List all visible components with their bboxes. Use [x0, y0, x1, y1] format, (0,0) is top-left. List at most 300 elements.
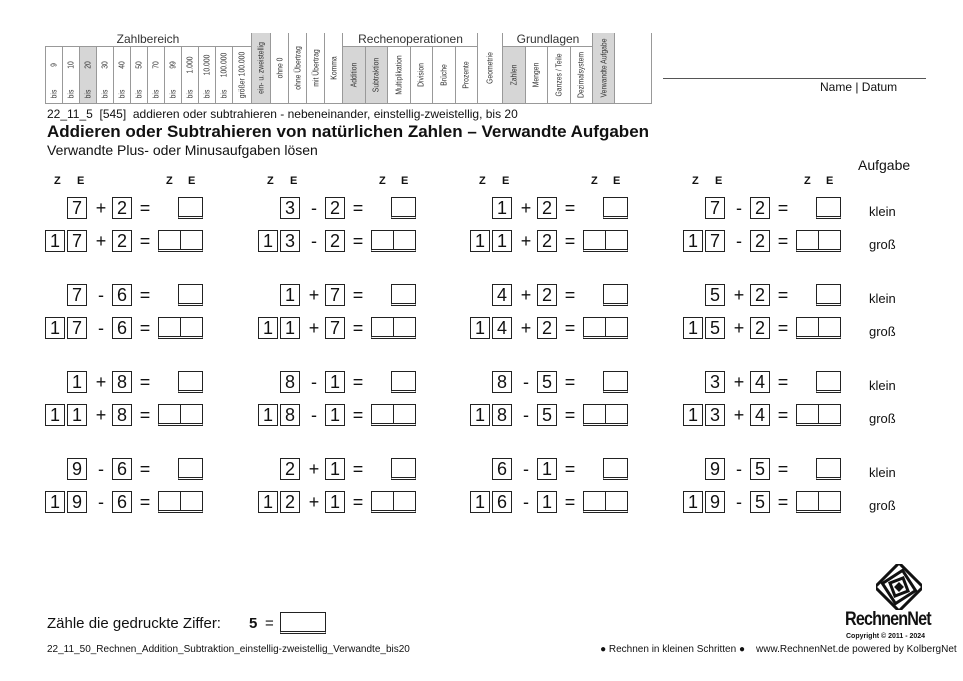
- equals: =: [139, 492, 151, 512]
- e-label: E: [613, 175, 621, 187]
- answer-box-small[interactable]: [816, 371, 841, 393]
- range-1.000-top: 1.000: [185, 56, 195, 74]
- ein-zweistellig-label: ein- u. zweistellig: [256, 42, 266, 94]
- operand-b: 8: [112, 371, 132, 393]
- problem-pair: [258, 284, 458, 344]
- gross-label: groß: [869, 411, 896, 426]
- range-50-top: 50: [134, 61, 144, 69]
- operand-b: 2: [750, 197, 770, 219]
- range-40-bis: bis: [117, 89, 127, 99]
- equals: =: [139, 198, 151, 218]
- operator: +: [95, 372, 107, 392]
- operator: -: [311, 372, 317, 392]
- operand-a: 8: [280, 371, 300, 393]
- equals: =: [139, 372, 151, 392]
- range-20: [79, 47, 96, 103]
- operator: +: [520, 285, 532, 305]
- operand-a: 1: [492, 197, 512, 219]
- equals: =: [139, 318, 151, 338]
- verwandte-aufgabe: [592, 33, 614, 103]
- z-label: Z: [267, 175, 274, 187]
- equals: =: [352, 492, 364, 512]
- range-99-bis: bis: [168, 89, 178, 99]
- range-50-bis: bis: [134, 89, 144, 99]
- operand-b: 2: [537, 197, 557, 219]
- range-70-top: 70: [151, 61, 161, 69]
- range-100.000-top: 100.000: [219, 52, 229, 78]
- operand-b: 6: [112, 317, 132, 339]
- z-label: Z: [804, 175, 811, 187]
- problem-pair: [258, 371, 458, 431]
- page-subtitle: Verwandte Plus- oder Minusaufgaben lösen: [47, 142, 318, 158]
- operator: +: [520, 231, 532, 251]
- operand-a-tens: 1: [45, 230, 65, 252]
- operator: +: [95, 405, 107, 425]
- equals: =: [564, 318, 576, 338]
- operand-b: 2: [537, 230, 557, 252]
- operand-a-tens: 1: [470, 317, 490, 339]
- operand-b: 8: [112, 404, 132, 426]
- e-label: E: [826, 175, 834, 187]
- problem-pair: [258, 458, 458, 518]
- operand-a: 9: [67, 458, 87, 480]
- operand-b: 7: [325, 317, 345, 339]
- answer-box-small[interactable]: [816, 197, 841, 219]
- range-70-bis: bis: [151, 89, 161, 99]
- operand-b: 5: [750, 491, 770, 513]
- op-prozente-label: Prozente: [461, 61, 471, 89]
- equals: =: [777, 372, 789, 392]
- count-label: Zähle die gedruckte Ziffer:: [47, 615, 221, 632]
- equals: =: [777, 198, 789, 218]
- answer-box-large[interactable]: [158, 230, 203, 252]
- equals: =: [564, 285, 576, 305]
- range-30: [96, 47, 113, 103]
- equals: =: [564, 231, 576, 251]
- operator: +: [308, 459, 320, 479]
- geometrie: [477, 33, 502, 103]
- answer-box-small[interactable]: [603, 458, 628, 480]
- range-50: [130, 47, 147, 103]
- answer-box-small[interactable]: [603, 197, 628, 219]
- operator: -: [523, 492, 529, 512]
- answer-box-large[interactable]: [583, 491, 628, 513]
- operand-a-ones: 7: [705, 230, 725, 252]
- worksheet-code: 22_11_5 [545] addieren oder subtrahieren - nebeneinander, einstellig-zweistellig, bis 20: [47, 107, 518, 121]
- operand-b: 1: [537, 458, 557, 480]
- operand-a: 1: [67, 371, 87, 393]
- geometrie-label: Geometrie: [485, 52, 495, 84]
- grundlagen-2: [547, 47, 570, 103]
- group-grundlagen: Grundlagen: [502, 33, 593, 47]
- operand-a: 3: [280, 197, 300, 219]
- operand-a: 5: [705, 284, 725, 306]
- range-greater-label: größer 100.000: [237, 51, 247, 99]
- answer-box-large[interactable]: [158, 491, 203, 513]
- operator: +: [95, 231, 107, 251]
- operator: -: [98, 285, 104, 305]
- operand-b: 7: [325, 284, 345, 306]
- operator: +: [733, 372, 745, 392]
- operand-a-tens: 1: [470, 230, 490, 252]
- e-label: E: [401, 175, 409, 187]
- count-equals: =: [265, 615, 274, 632]
- equals: =: [352, 405, 364, 425]
- klein-label: klein: [869, 378, 896, 393]
- operand-a-tens: 1: [45, 317, 65, 339]
- answer-divider: [605, 231, 606, 249]
- misc-2-label: mit Übertrag: [311, 49, 320, 87]
- op-division-label: Division: [416, 63, 426, 87]
- answer-box-small[interactable]: [391, 458, 416, 480]
- operand-b: 2: [325, 197, 345, 219]
- equals: =: [777, 492, 789, 512]
- operand-a-tens: 1: [258, 230, 278, 252]
- z-label: Z: [166, 175, 173, 187]
- range-10: [62, 47, 79, 103]
- operator: +: [308, 492, 320, 512]
- group-rechenoperationen: Rechenoperationen: [342, 33, 478, 47]
- operator: -: [523, 405, 529, 425]
- grundlagen-0: [502, 47, 525, 103]
- page-title: Addieren oder Subtrahieren von natürlichen Zahlen – Verwandte Aufgaben: [47, 122, 650, 141]
- answer-box-small[interactable]: [178, 458, 203, 480]
- answer-box-small[interactable]: [603, 284, 628, 306]
- operand-a-tens: 1: [683, 317, 703, 339]
- operand-a-ones: 3: [705, 404, 725, 426]
- category-table: [45, 33, 652, 104]
- op-subtraktion-label: Subtraktion: [371, 57, 381, 93]
- op-multiplikation-label: Multiplikation: [394, 55, 404, 95]
- operand-b: 2: [537, 317, 557, 339]
- answer-divider: [393, 231, 394, 249]
- operand-a-ones: 5: [705, 317, 725, 339]
- equals: =: [777, 405, 789, 425]
- operator: -: [311, 405, 317, 425]
- grundlagen-3: [570, 47, 593, 103]
- grundlagen-0-label: Zahlen: [509, 64, 519, 86]
- operand-a: 3: [705, 371, 725, 393]
- equals: =: [139, 459, 151, 479]
- operand-b: 1: [325, 404, 345, 426]
- answer-box-small[interactable]: [391, 197, 416, 219]
- answer-box-small[interactable]: [816, 284, 841, 306]
- count-answer-box[interactable]: [280, 612, 326, 634]
- answer-divider: [818, 492, 819, 510]
- range-9-bis: bis: [49, 89, 59, 99]
- answer-box-large[interactable]: [371, 404, 416, 426]
- equals: =: [777, 285, 789, 305]
- aufgabe-label: Aufgabe: [858, 157, 911, 173]
- equals: =: [352, 459, 364, 479]
- range-10-top: 10: [66, 61, 76, 69]
- equals: =: [352, 318, 364, 338]
- operator: -: [98, 459, 104, 479]
- op-brüche-label: Brüche: [439, 64, 449, 86]
- answer-divider: [393, 405, 394, 423]
- answer-box-large[interactable]: [583, 230, 628, 252]
- range-1.000-bis: bis: [185, 89, 195, 99]
- operand-b: 5: [537, 371, 557, 393]
- range-10-bis: bis: [66, 89, 76, 99]
- operand-b: 6: [112, 284, 132, 306]
- operand-b: 2: [750, 317, 770, 339]
- answer-box-small[interactable]: [816, 458, 841, 480]
- misc-2: [306, 33, 324, 103]
- operator: +: [95, 198, 107, 218]
- operand-a: 7: [67, 284, 87, 306]
- operator: -: [736, 492, 742, 512]
- answer-box-large[interactable]: [796, 491, 841, 513]
- equals: =: [352, 372, 364, 392]
- equals: =: [139, 285, 151, 305]
- range-100.000-bis: bis: [219, 89, 229, 99]
- e-label: E: [715, 175, 723, 187]
- equals: =: [564, 405, 576, 425]
- answer-box-large[interactable]: [796, 230, 841, 252]
- operand-a-ones: 7: [67, 230, 87, 252]
- operand-a: 7: [705, 197, 725, 219]
- grundlagen-1: [525, 47, 548, 103]
- e-label: E: [77, 175, 85, 187]
- range-10.000-bis: bis: [202, 89, 212, 99]
- footer-filename: 22_11_50_Rechnen_Addition_Subtraktion_einstellig-zweistellig_Verwandte_bis20: [47, 644, 410, 655]
- operator: +: [733, 318, 745, 338]
- range-1.000: [181, 47, 198, 103]
- equals: =: [139, 231, 151, 251]
- range-9-top: 9: [49, 63, 59, 67]
- problem-pair: [683, 284, 883, 344]
- operand-a: 4: [492, 284, 512, 306]
- problem-pair: [470, 458, 670, 518]
- operand-a: 9: [705, 458, 725, 480]
- operand-a: 7: [67, 197, 87, 219]
- range-10.000-top: 10.000: [202, 54, 212, 76]
- op-division: [410, 47, 433, 103]
- operand-a-ones: 9: [705, 491, 725, 513]
- gross-label: groß: [869, 324, 896, 339]
- answer-divider: [180, 492, 181, 510]
- misc-3: [324, 33, 342, 103]
- equals: =: [777, 318, 789, 338]
- answer-divider: [605, 492, 606, 510]
- equals: =: [777, 459, 789, 479]
- answer-box-small[interactable]: [391, 284, 416, 306]
- range-greater: [232, 47, 251, 103]
- z-label: Z: [479, 175, 486, 187]
- operand-b: 5: [537, 404, 557, 426]
- rechnennet-logo-icon: [876, 564, 922, 610]
- answer-box-large[interactable]: [371, 230, 416, 252]
- e-label: E: [188, 175, 196, 187]
- answer-box-small[interactable]: [178, 197, 203, 219]
- equals: =: [352, 198, 364, 218]
- misc-3-label: Komma: [329, 56, 338, 80]
- answer-divider: [818, 231, 819, 249]
- problem-pair: [45, 197, 245, 257]
- answer-divider: [605, 405, 606, 423]
- answer-box-small[interactable]: [391, 371, 416, 393]
- operand-a-ones: 1: [280, 317, 300, 339]
- operand-b: 1: [537, 491, 557, 513]
- e-label: E: [290, 175, 298, 187]
- operand-a-ones: 2: [280, 491, 300, 513]
- answer-divider: [393, 318, 394, 336]
- range-70: [147, 47, 164, 103]
- operand-a-ones: 8: [280, 404, 300, 426]
- operand-a-tens: 1: [683, 491, 703, 513]
- operand-b: 1: [325, 458, 345, 480]
- answer-box-small[interactable]: [603, 371, 628, 393]
- operator: +: [520, 318, 532, 338]
- operand-a-ones: 4: [492, 317, 512, 339]
- misc-1: [288, 33, 306, 103]
- problem-pair: [470, 371, 670, 431]
- operator: -: [523, 459, 529, 479]
- copyright: Copyright © 2011 - 2024: [846, 633, 926, 640]
- operand-a-tens: 1: [45, 404, 65, 426]
- operand-b: 1: [325, 491, 345, 513]
- range-99-top: 99: [168, 61, 178, 69]
- answer-box-large[interactable]: [796, 404, 841, 426]
- operand-b: 6: [112, 491, 132, 513]
- operand-a-tens: 1: [258, 491, 278, 513]
- z-label: Z: [591, 175, 598, 187]
- equals: =: [564, 459, 576, 479]
- operator: +: [308, 285, 320, 305]
- operator: -: [311, 198, 317, 218]
- answer-box-large[interactable]: [371, 317, 416, 339]
- range-20-top: 20: [83, 61, 93, 69]
- operand-b: 2: [750, 230, 770, 252]
- verwandte-aufgabe-label: Verwandte Aufgabe: [599, 38, 608, 98]
- operator: +: [733, 285, 745, 305]
- name-datum-label: Name | Datum: [820, 80, 898, 94]
- range-30-top: 30: [100, 61, 110, 69]
- problem-pair: [470, 284, 670, 344]
- z-label: Z: [692, 175, 699, 187]
- z-label: Z: [54, 175, 61, 187]
- answer-box-large[interactable]: [796, 317, 841, 339]
- range-40-top: 40: [117, 61, 127, 69]
- problem-pair: [470, 197, 670, 257]
- range-40: [113, 47, 130, 103]
- operator: +: [308, 318, 320, 338]
- equals: =: [564, 492, 576, 512]
- problem-pair: [683, 371, 883, 431]
- equals: =: [139, 405, 151, 425]
- answer-box-large[interactable]: [158, 404, 203, 426]
- operand-b: 6: [112, 458, 132, 480]
- klein-label: klein: [869, 465, 896, 480]
- range-20-bis: bis: [83, 89, 93, 99]
- operand-a: 8: [492, 371, 512, 393]
- range-100.000: [215, 47, 232, 103]
- operator: -: [736, 459, 742, 479]
- equals: =: [352, 285, 364, 305]
- footer-site[interactable]: www.RechnenNet.de powered by KolbergNet: [756, 644, 957, 655]
- group-zahlbereich: Zahlbereich: [45, 33, 251, 47]
- operand-b: 4: [750, 371, 770, 393]
- operand-b: 2: [112, 197, 132, 219]
- operator: +: [520, 198, 532, 218]
- operand-a: 6: [492, 458, 512, 480]
- operand-b: 2: [537, 284, 557, 306]
- problem-pair: [683, 458, 883, 518]
- operand-a-tens: 1: [470, 491, 490, 513]
- operand-b: 2: [325, 230, 345, 252]
- z-label: Z: [379, 175, 386, 187]
- answer-box-small[interactable]: [178, 284, 203, 306]
- equals: =: [564, 372, 576, 392]
- e-label: E: [502, 175, 510, 187]
- logo-text: RechnenNet: [845, 609, 931, 630]
- operand-a-tens: 1: [683, 230, 703, 252]
- answer-divider: [180, 405, 181, 423]
- equals: =: [564, 198, 576, 218]
- operand-a-ones: 1: [492, 230, 512, 252]
- answer-divider: [818, 318, 819, 336]
- answer-box-large[interactable]: [583, 404, 628, 426]
- answer-box-large[interactable]: [371, 491, 416, 513]
- range-9: [45, 47, 62, 103]
- answer-divider: [393, 492, 394, 510]
- operand-a-ones: 6: [492, 491, 512, 513]
- answer-divider: [180, 318, 181, 336]
- answer-box-large[interactable]: [583, 317, 628, 339]
- answer-divider: [818, 405, 819, 423]
- problem-pair: [45, 284, 245, 344]
- grundlagen-1-label: Mengen: [531, 62, 541, 88]
- problem-pair: [45, 458, 245, 518]
- gross-label: groß: [869, 498, 896, 513]
- operand-b: 1: [325, 371, 345, 393]
- answer-divider: [180, 231, 181, 249]
- operand-a-ones: 8: [492, 404, 512, 426]
- name-line: [663, 78, 926, 79]
- problem-pair: [683, 197, 883, 257]
- operand-b: 4: [750, 404, 770, 426]
- klein-label: klein: [869, 291, 896, 306]
- op-brüche: [432, 47, 455, 103]
- operand-a-ones: 3: [280, 230, 300, 252]
- answer-box-large[interactable]: [158, 317, 203, 339]
- problem-pair: [258, 197, 458, 257]
- operator: -: [523, 372, 529, 392]
- operand-b: 2: [750, 284, 770, 306]
- operand-a-tens: 1: [683, 404, 703, 426]
- grundlagen-3-label: Dezimalsystem: [576, 51, 586, 99]
- operand-a-ones: 1: [67, 404, 87, 426]
- operator: -: [98, 318, 104, 338]
- misc-1-label: ohne Übertrag: [293, 46, 302, 90]
- count-digit: 5: [249, 615, 258, 632]
- answer-box-small[interactable]: [178, 371, 203, 393]
- grundlagen-2-label: Ganzes / Teile: [554, 53, 564, 97]
- range-30-bis: bis: [100, 89, 110, 99]
- equals: =: [777, 231, 789, 251]
- operand-b: 5: [750, 458, 770, 480]
- klein-label: klein: [869, 204, 896, 219]
- operand-a-tens: 1: [45, 491, 65, 513]
- misc-0: [270, 33, 288, 103]
- operand-a-tens: 1: [258, 317, 278, 339]
- equals: =: [352, 231, 364, 251]
- operand-a: 1: [280, 284, 300, 306]
- op-prozente: [455, 47, 478, 103]
- operand-a-tens: 1: [470, 404, 490, 426]
- operand-a-ones: 7: [67, 317, 87, 339]
